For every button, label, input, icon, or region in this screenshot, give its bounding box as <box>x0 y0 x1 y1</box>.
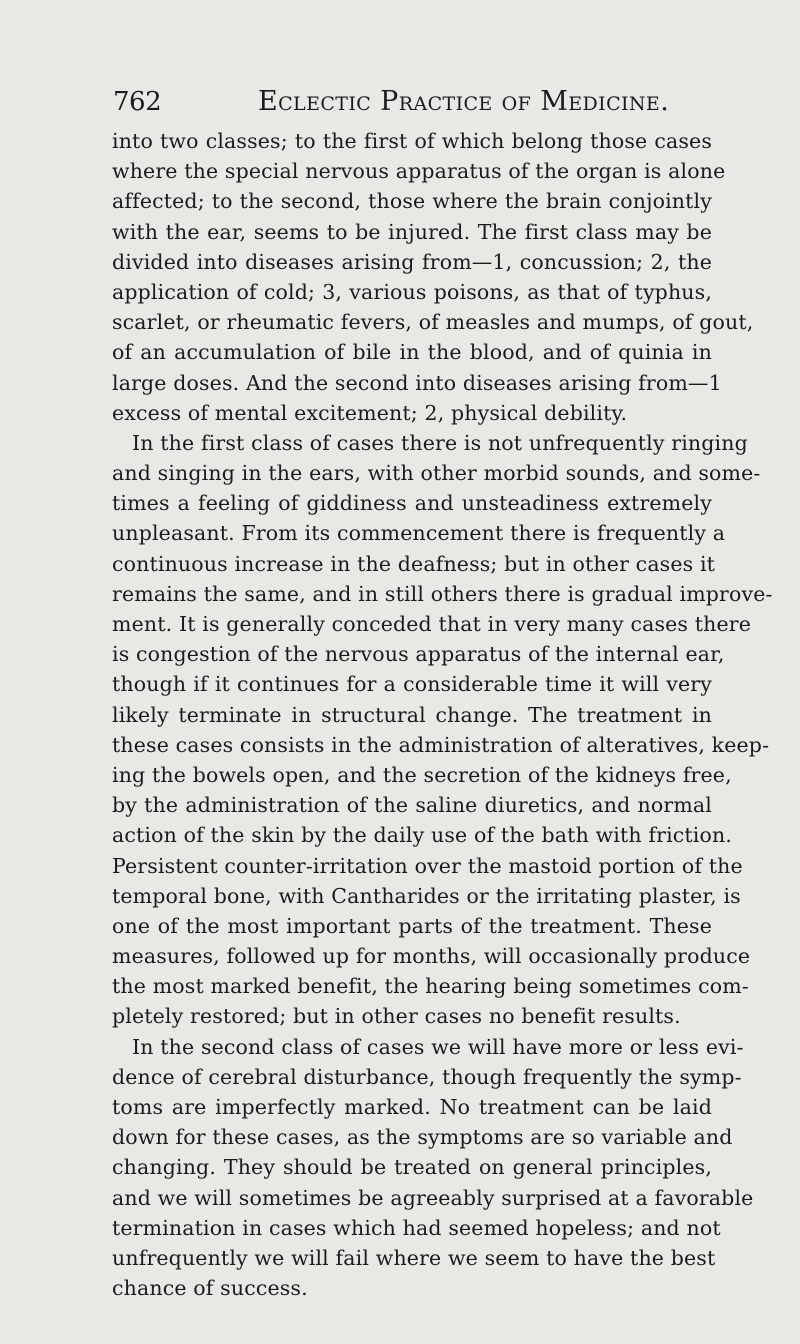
text-line: ment. It is generally conceded that in very many cases there <box>112 612 752 636</box>
text-line: the most marked benefit, the hearing being sometimes com- <box>112 974 749 999</box>
text-line: with the ear, seems to be injured. The first class may be <box>112 219 712 244</box>
text-line: chance of success. <box>112 1276 308 1301</box>
text-line: scarlet, or rheumatic fevers, of measles and mumps, of gout, <box>112 310 754 335</box>
text-line: dence of cerebral disturbance, though frequently the symp- <box>112 1064 742 1089</box>
page-header <box>0 82 800 122</box>
text-line: into two classes; to the first of which belong those cases <box>112 129 712 153</box>
text-line: In the second class of cases we will have more or less evi- <box>132 1034 744 1059</box>
page-number: 762 <box>113 87 162 117</box>
text-line: continuous increase in the deafness; but in other cases it <box>112 551 716 576</box>
text-line: termination in cases which had seemed hopeless; and not <box>112 1215 721 1240</box>
text-line: and singing in the ears, with other morbid sounds, and some- <box>112 461 761 486</box>
text-line: changing. They should be treated on general principles, <box>112 1155 712 1180</box>
text-line: by the administration of the saline diuretics, and normal <box>112 793 712 818</box>
text-line: affected; to the second, those where the brain conjointly <box>112 189 712 214</box>
text-line: In the first class of cases there is not unfrequently ringing <box>132 430 748 455</box>
text-line: pletely restored; but in other cases no benefit results. <box>112 1004 681 1029</box>
text-line: unfrequently we will fail where we seem to have the best <box>112 1245 716 1270</box>
text-line: Persistent counter-irritation over the mastoid portion of the <box>112 853 743 878</box>
text-line: down for these cases, as the symptoms are so variable and <box>112 1125 733 1150</box>
text-line: and we will sometimes be agreeably surprised at a favorable <box>112 1185 754 1210</box>
text-line: temporal bone, with Cantharides or the irritating plaster, is <box>112 883 741 908</box>
text-line: one of the most important parts of the treatment. These <box>112 913 712 938</box>
text-line: toms are imperfectly marked. No treatment can be laid <box>112 1095 712 1119</box>
text-line: measures, followed up for months, will occasionally produce <box>112 944 751 969</box>
text-line: times a feeling of giddiness and unsteadiness extremely <box>112 491 712 516</box>
text-line: where the special nervous apparatus of the organ is alone <box>112 159 726 184</box>
text-line: remains the same, and in still others there is gradual improve- <box>112 581 773 606</box>
running-head: Eclectic Practice of Medicine. <box>258 86 670 117</box>
text-line: action of the skin by the daily use of the bath with friction. <box>112 823 733 848</box>
text-line: ing the bowels open, and the secretion of the kidneys free, <box>112 762 732 787</box>
text-line: divided into diseases arising from—1, concussion; 2, the <box>112 249 712 274</box>
text-line: unpleasant. From its commencement there is frequently a <box>112 521 726 546</box>
body-text <box>112 126 773 1303</box>
text-line: these cases consists in the administration of alteratives, keep- <box>112 732 770 757</box>
text-line: though if it continues for a considerable time it will very <box>112 672 712 697</box>
text-line: excess of mental excitement; 2, physical debility. <box>112 400 628 425</box>
text-line: application of cold; 3, various poisons, as that of typhus, <box>112 279 712 304</box>
text-line: of an accumulation of bile in the blood, and of quinia in <box>112 340 712 365</box>
text-line: is congestion of the nervous apparatus of the internal ear, <box>112 642 725 667</box>
text-line: large doses. And the second into diseases arising from—1 <box>112 370 722 395</box>
text-line: likely terminate in structural change. The treatment in <box>112 702 712 727</box>
